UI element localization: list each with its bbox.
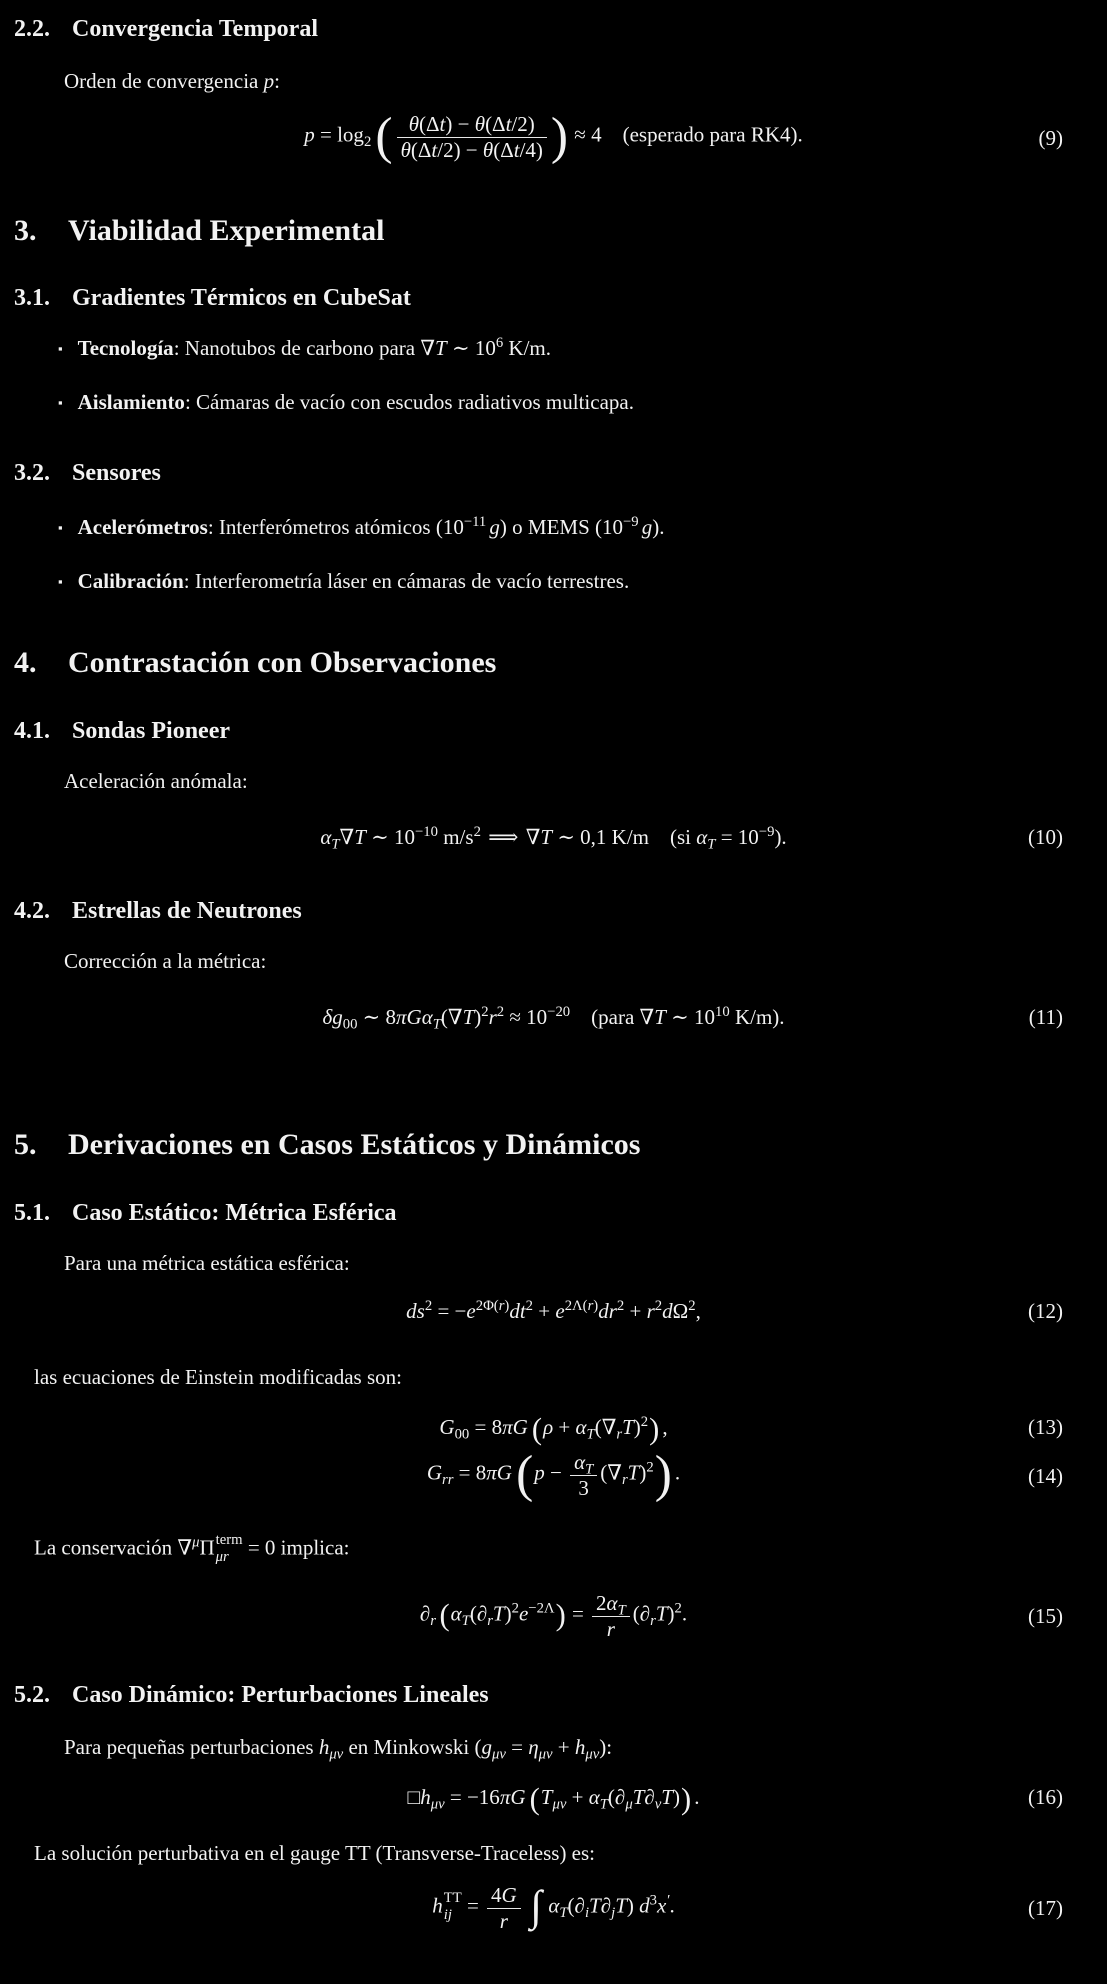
para-conservacion: La conservación ∇$^\mu$Π term μr = 0 implica:: [34, 1531, 350, 1566]
equation-number: (17): [1028, 1896, 1063, 1921]
equation-13: [36, 1412, 1071, 1447]
subsection-title: Gradientes Térmicos en CubeSat: [72, 285, 411, 312]
subsection-title: Convergencia Temporal: [72, 16, 318, 42]
bullet-text: Calibración: Interferometría láser en cámaras de vacío terrestres.: [77, 568, 630, 593]
subsection-number: 4.2.: [14, 897, 50, 924]
para-perturbaciones: Para pequeñas perturbaciones $h_{\mu\nu}$ en Minkowski $(g_{\mu\nu} = \eta_{\mu\nu} + h_{\mu\nu})$:: [64, 1735, 613, 1763]
para-solucion-tt: La solución perturbativa en el gauge TT (Transverse-Traceless) es:: [34, 1841, 596, 1866]
subsection-number: 4.1.: [14, 717, 50, 744]
subsection-title: Sondas Pioneer: [72, 717, 231, 744]
subsection-number: 3.2.: [14, 459, 50, 486]
equation-math: $G_{00} = 8\pi G$ $(\rho + \alpha_T(\nabla_rT)^2)$ ,: [439, 1412, 668, 1447]
equation-number: (9): [1038, 125, 1063, 150]
subsection-heading-2-2: [14, 14, 1107, 44]
section-title: Derivaciones en Casos Estáticos y Dinámicos: [68, 1128, 641, 1162]
para-orden-convergencia: Orden de convergencia p:: [64, 69, 280, 93]
equation-number: (15): [1028, 1604, 1063, 1629]
section-number: 5.: [14, 1128, 37, 1162]
equation-math: $\delta g_{00}$ ∼ $8\pi G\alpha_T(\nabla T)^2r^2 \approx 10^{-20}$ (para ∇T ∼ $10^{10}$ K/m).: [322, 1003, 785, 1033]
section-title: Contrastación con Observaciones: [68, 646, 497, 680]
bullet-text: Acelerómetros: Interferómetros atómicos ($10^{-11}$ g) o MEMS ($10^{-9}$ g).: [77, 513, 665, 539]
subsection-heading-3-2: [14, 458, 1107, 488]
section-heading-4: [14, 644, 1107, 682]
equation-10: [36, 822, 1071, 852]
subsection-title: Caso Estático: Métrica Esférica: [72, 1199, 397, 1226]
equation-16: [36, 1782, 1071, 1817]
equation-math: $\partial_r$ $(\alpha_T(\partial_rT)^2e^{-2\Lambda})$ = $\frac{2\alpha_T}{r}$ $(\partial_rT)^2$.: [419, 1590, 688, 1641]
equation-math: $□h_{\mu\nu} = -16\pi G$ $(T_{\mu\nu} + \alpha_T(\partial_\mu T\partial_\nu T))$ .: [407, 1782, 700, 1817]
equation-11: [36, 1002, 1071, 1032]
subsection-heading-3-1: [14, 283, 1107, 313]
bullet-item-acelerometros: [58, 514, 1107, 540]
square-bullet-icon: ▪: [58, 395, 63, 411]
equation-number: (10): [1028, 824, 1063, 849]
subsection-title: Estrellas de Neutrones: [72, 897, 302, 924]
bullet-item-aislamiento: [58, 389, 1107, 415]
bullet-text: Tecnología: Nanotubos de carbono para ∇T ∼ $10^6$ K/m.: [77, 335, 552, 361]
section-number: 4.: [14, 646, 37, 680]
equation-number: (16): [1028, 1785, 1063, 1810]
square-bullet-icon: ▪: [58, 519, 63, 535]
equation-15: [36, 1591, 1071, 1642]
para-correccion-metrica: Corrección a la métrica:: [64, 948, 267, 973]
section-number: 3.: [14, 213, 37, 247]
equation-number: (12): [1028, 1298, 1063, 1323]
equation-math: h TT ij = $\frac{4G}{r}$ ∫ $\alpha_T(\partial_iT\partial_jT)$ $d^3x'$.: [432, 1882, 675, 1933]
equation-12: [36, 1296, 1071, 1326]
equation-14: [36, 1445, 1071, 1503]
subsection-heading-5-1: [14, 1198, 1107, 1228]
para-ecuaciones-einstein: las ecuaciones de Einstein modificadas son:: [34, 1364, 402, 1389]
subsection-number: 5.1.: [14, 1199, 50, 1226]
equation-17: [36, 1883, 1071, 1934]
subsection-heading-4-2: [14, 896, 1107, 926]
subsection-heading-5-2: [14, 1680, 1107, 1710]
equation-math: $ds^2 = -e^{2\Phi(r)}dt^2 + e^{2\Lambda(r)}dr^2 + r^2d\Omega^2$,: [406, 1297, 701, 1323]
equation-9: [36, 107, 1071, 165]
equation-number: (14): [1028, 1463, 1063, 1488]
equation-math: $p = \log_2$( $\frac{\theta(\Delta t) - \theta(\Delta t/2)}{\theta(\Delta t/2) - \theta(\Delta t/4)}$ ) ≈ 4 (esperado para RK4).: [304, 107, 803, 165]
para-metrica-estatica: Para una métrica estática esférica:: [64, 1250, 350, 1275]
square-bullet-icon: ▪: [58, 573, 63, 589]
subsection-number: 2.2.: [14, 16, 50, 42]
equation-math: $\alpha_T\nabla T$ ∼ $10^{-10}$ $m/s^2$ ⟹ ∇T ∼ 0,1 K/m (si $\alpha_T = 10^{-9}$).: [320, 823, 787, 853]
subsection-number: 3.1.: [14, 285, 50, 312]
section-heading-5: [14, 1126, 1107, 1164]
para-aceleracion-anomala: Aceleración anómala:: [64, 768, 248, 793]
equation-number: (13): [1028, 1415, 1063, 1439]
bullet-text: Aislamiento: Cámaras de vacío con escudos radiativos multicapa.: [77, 390, 634, 415]
subsection-number: 5.2.: [14, 1682, 50, 1709]
subsection-title: Sensores: [72, 459, 161, 486]
equation-number: (11): [1028, 1005, 1063, 1029]
square-bullet-icon: ▪: [58, 341, 63, 357]
bullet-item-calibracion: [58, 568, 1107, 594]
section-title: Viabilidad Experimental: [68, 213, 385, 247]
subsection-title: Caso Dinámico: Perturbaciones Lineales: [72, 1682, 489, 1709]
document-page: [0, 14, 1107, 1984]
bullet-item-tecnologia: [58, 335, 1107, 361]
subsection-heading-4-1: [14, 716, 1107, 746]
section-heading-3: [14, 212, 1107, 250]
equation-math: $G_{rr} = 8\pi G(p$ − $\frac{\alpha_T}{3}$ $(\nabla_rT)^2$) .: [426, 1445, 681, 1503]
